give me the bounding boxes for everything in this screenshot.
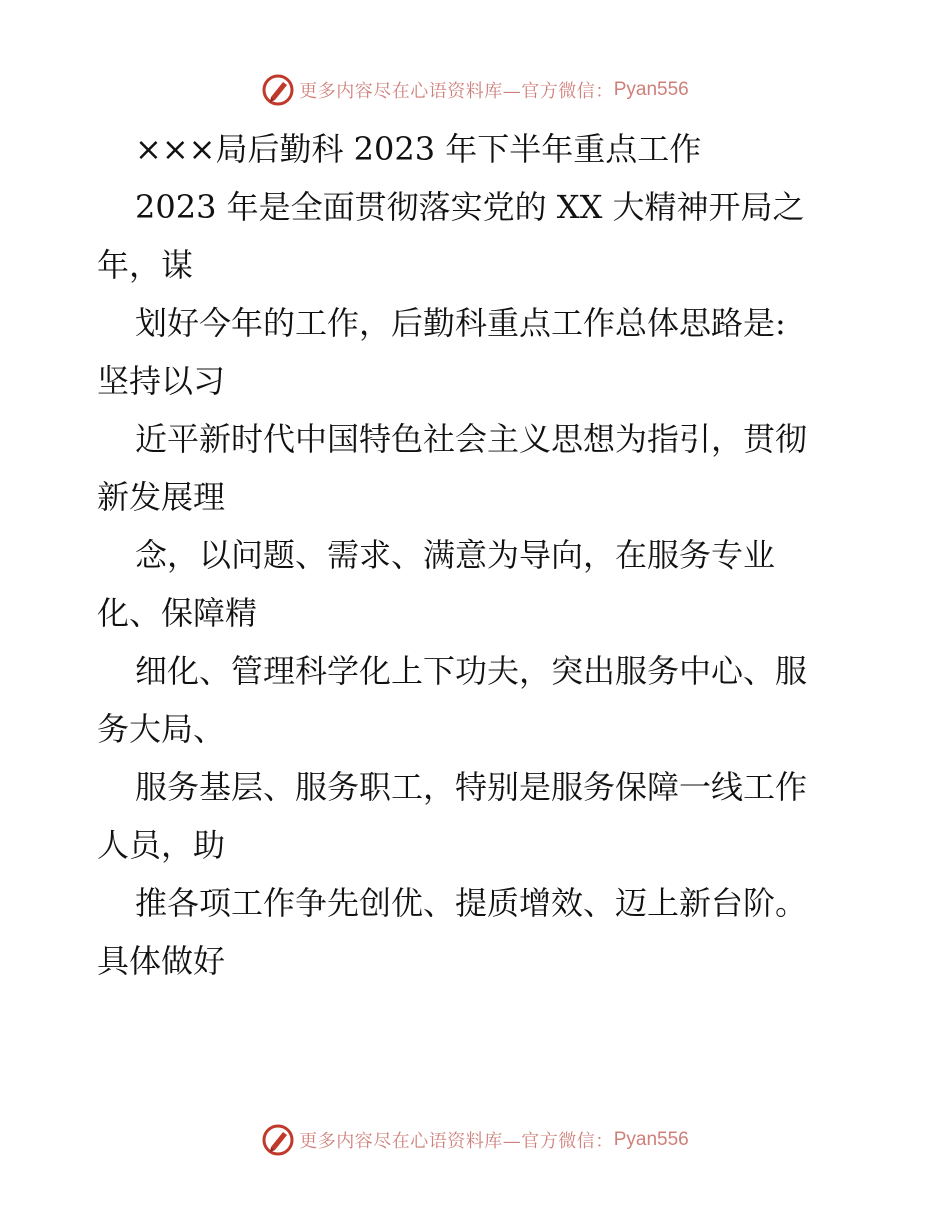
paragraph-line: 念，以问题、需求、满意为导向，在服务专业 (135, 536, 776, 574)
paragraph-line: 近平新时代中国特色社会主义思想为指引，贯彻 (135, 420, 808, 458)
header-banner (0, 70, 950, 110)
paragraph-line: 具体做好 (97, 942, 226, 980)
paragraph-line: 务大局、 (97, 710, 226, 748)
paragraph-line: 推各项工作争先创优、提质增效、迈上新台阶。 (135, 884, 808, 922)
banner-text: 更多内容尽在心语资料库—官方微信： (299, 81, 614, 102)
banner-text: 更多内容尽在心语资料库—官方微信： (299, 1131, 614, 1152)
paragraph-line: 2023 年是全面贯彻落实党的 XX 大精神开局之 (135, 188, 805, 226)
document-title: ×××局后勤科 2023 年下半年重点工作 (135, 130, 702, 168)
paragraph-line: 化、保障精 (97, 594, 258, 632)
paragraph-line: 划好今年的工作，后勤科重点工作总体思路是: (135, 304, 786, 342)
pen-logo-icon (261, 1123, 295, 1157)
banner-wechat-id: Pyan556 (613, 1129, 689, 1150)
footer-banner (0, 1120, 950, 1160)
paragraph-line: 年，谋 (97, 246, 194, 284)
paragraph-line: 服务基层、服务职工，特别是服务保障一线工作 (135, 768, 808, 806)
paragraph-line: 坚持以习 (97, 362, 226, 400)
paragraph-line: 人员，助 (97, 826, 226, 864)
paragraph-line: 新发展理 (97, 478, 226, 516)
banner-wechat-id: Pyan556 (613, 79, 689, 100)
pen-logo-icon (261, 73, 295, 107)
paragraph-line: 细化、管理科学化上下功夫，突出服务中心、服 (135, 652, 808, 690)
document-body (97, 120, 877, 990)
